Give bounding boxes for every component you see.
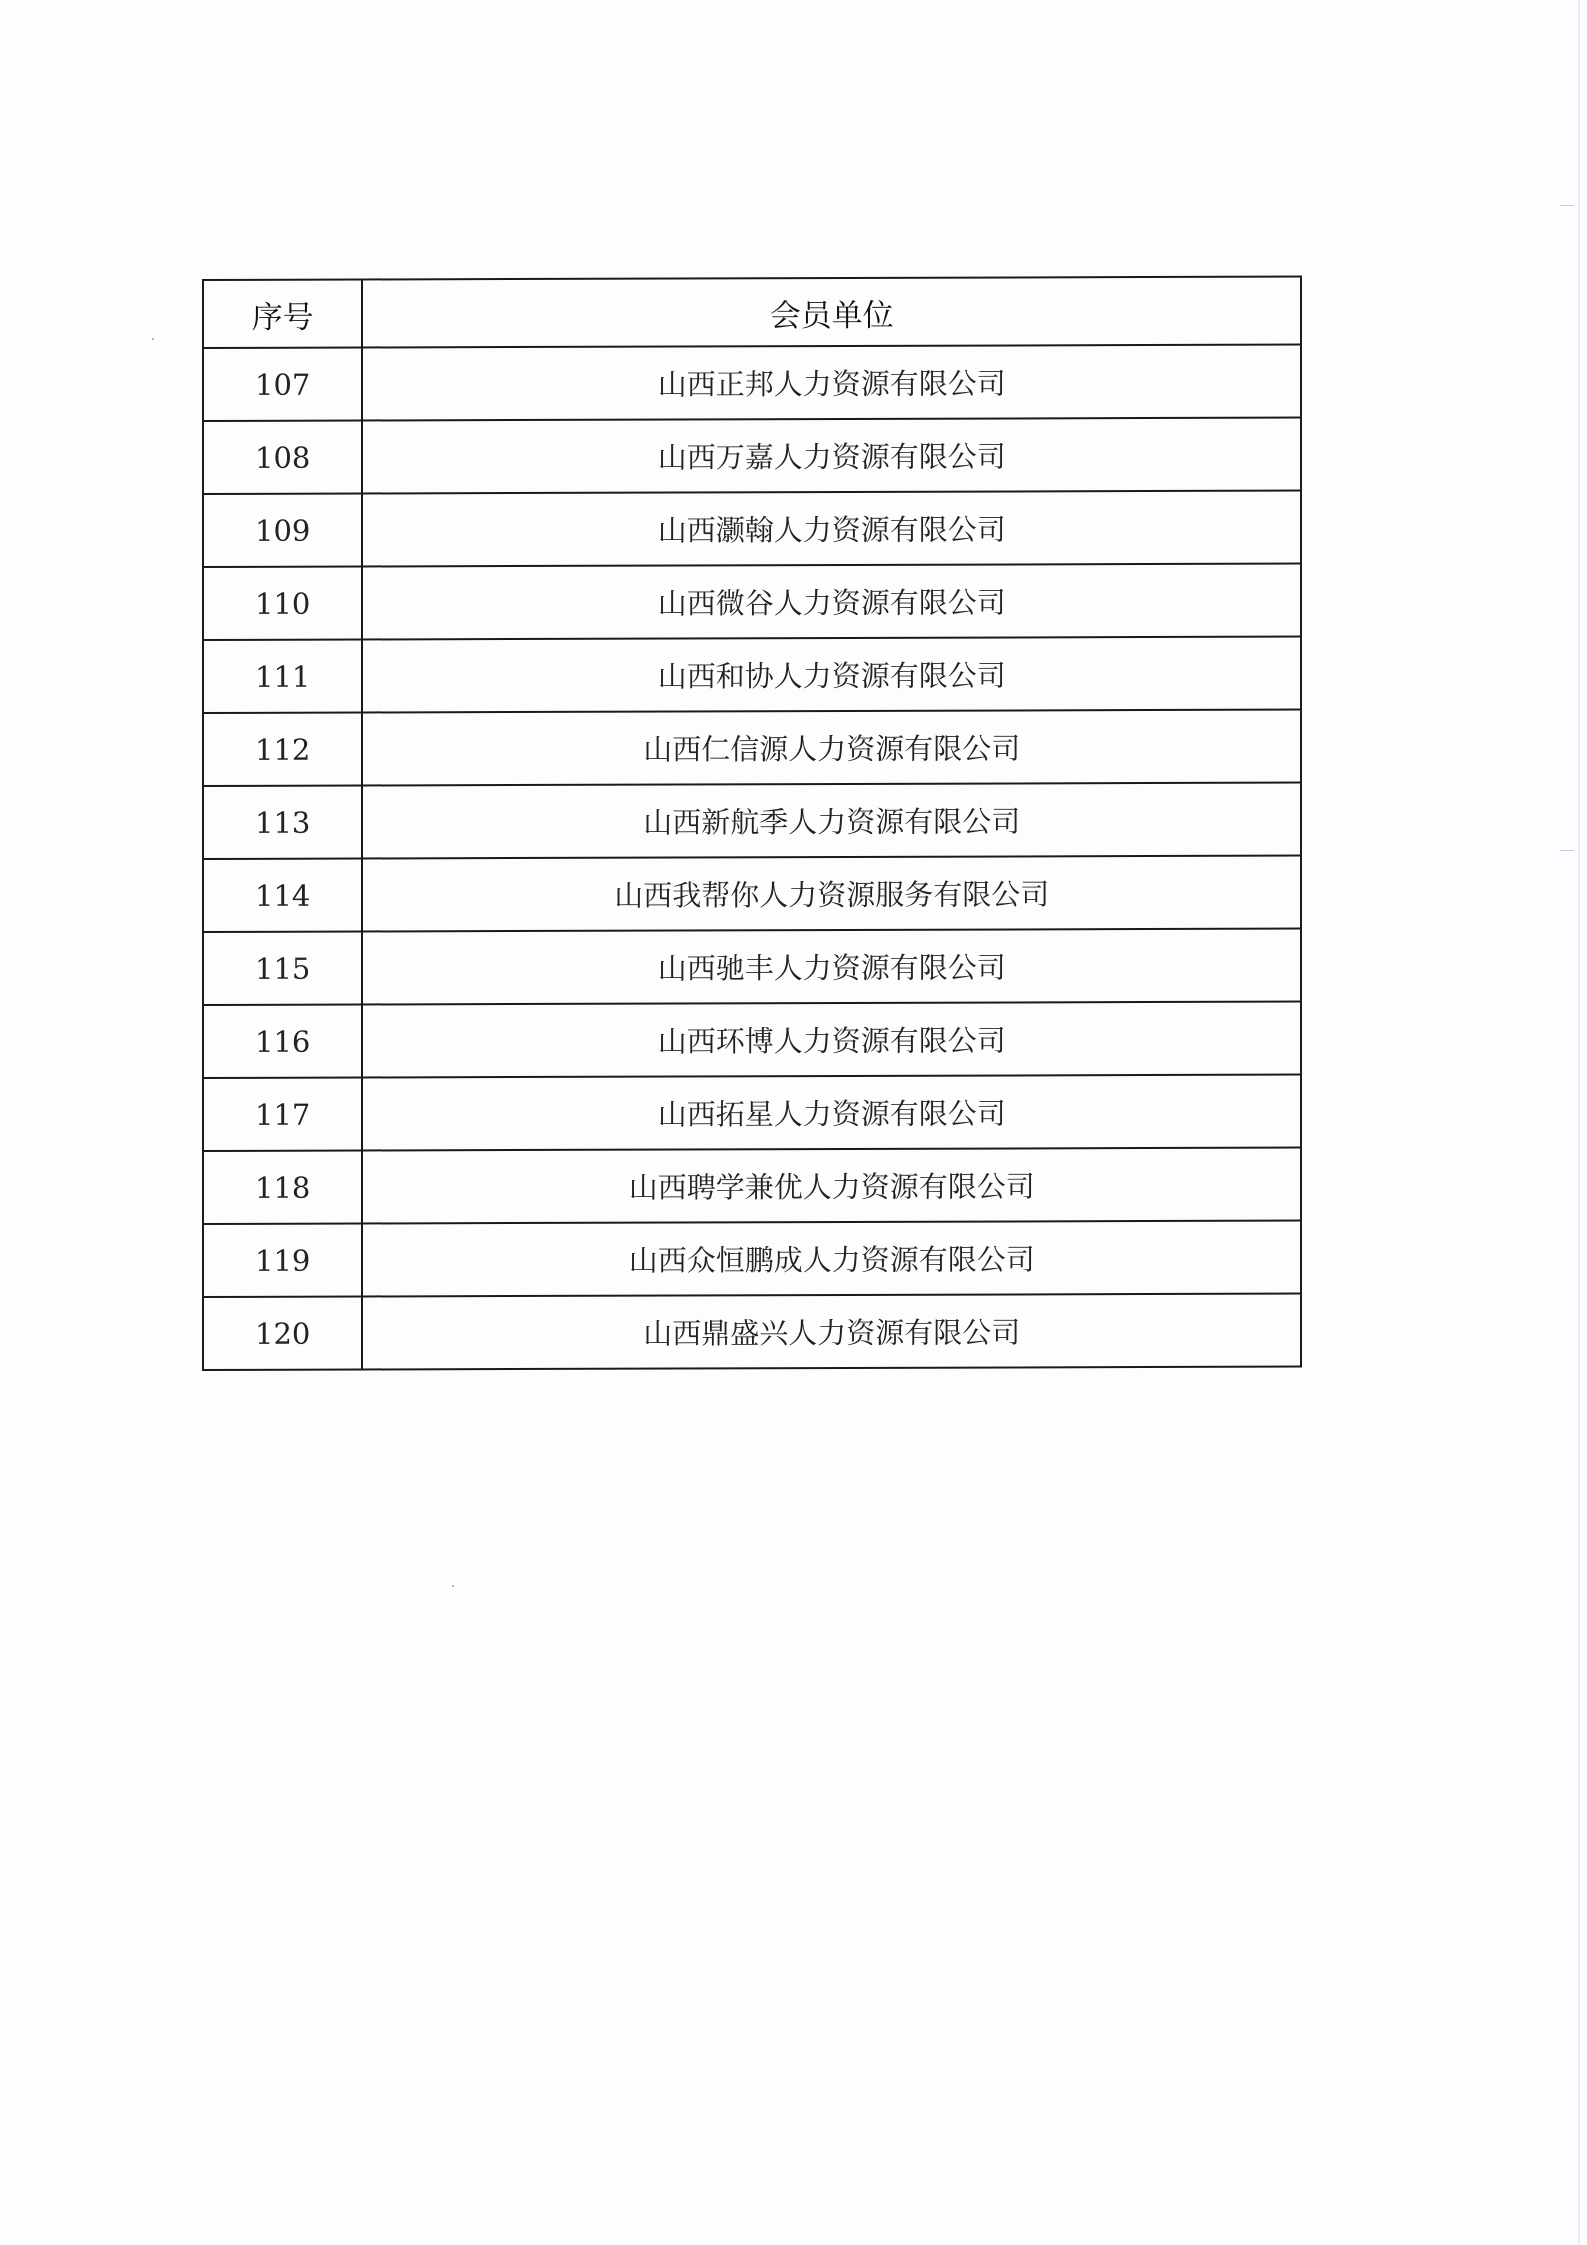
serial-number-cell: 107 <box>203 347 362 421</box>
member-unit-cell: 山西和协人力资源有限公司 <box>362 637 1301 713</box>
serial-number-cell: 118 <box>203 1150 362 1224</box>
table-row <box>203 856 1301 932</box>
serial-number-cell: 120 <box>203 1296 362 1370</box>
table-row <box>203 783 1301 859</box>
member-unit-cell: 山西万嘉人力资源有限公司 <box>362 418 1301 494</box>
table-row <box>203 929 1301 1005</box>
table-row <box>203 1075 1301 1151</box>
serial-number-cell: 108 <box>203 420 362 494</box>
serial-number-cell: 110 <box>203 566 362 640</box>
table-row <box>203 1294 1301 1370</box>
serial-number-cell: 114 <box>203 858 362 932</box>
scan-speck <box>452 1585 454 1587</box>
table-row <box>203 418 1301 494</box>
serial-number-cell: 119 <box>203 1223 362 1297</box>
member-unit-cell: 山西新航季人力资源有限公司 <box>362 783 1301 859</box>
serial-number-cell: 112 <box>203 712 362 786</box>
serial-number-cell: 117 <box>203 1077 362 1151</box>
serial-number-cell: 116 <box>203 1004 362 1078</box>
serial-number-cell: 109 <box>203 493 362 567</box>
member-unit-cell: 山西鼎盛兴人力资源有限公司 <box>362 1294 1301 1370</box>
member-unit-cell: 山西灏翰人力资源有限公司 <box>362 491 1301 567</box>
scan-edge-mark <box>1560 850 1574 851</box>
member-unit-cell: 山西驰丰人力资源有限公司 <box>362 929 1301 1005</box>
serial-number-cell: 111 <box>203 639 362 713</box>
member-unit-cell: 山西环博人力资源有限公司 <box>362 1002 1301 1078</box>
scan-speck <box>152 338 154 340</box>
member-unit-cell: 山西微谷人力资源有限公司 <box>362 564 1301 640</box>
table-header-row <box>203 277 1301 348</box>
scan-edge-line <box>1578 0 1580 2245</box>
table-row <box>203 637 1301 713</box>
member-unit-cell: 山西我帮你人力资源服务有限公司 <box>362 856 1301 932</box>
member-table <box>202 276 1302 1371</box>
table-row <box>203 1221 1301 1297</box>
table-row <box>203 345 1301 421</box>
member-unit-cell: 山西正邦人力资源有限公司 <box>362 345 1301 421</box>
table-row <box>203 564 1301 640</box>
member-unit-cell: 山西拓星人力资源有限公司 <box>362 1075 1301 1151</box>
header-member-unit: 会员单位 <box>362 277 1301 348</box>
table-row <box>203 491 1301 567</box>
serial-number-cell: 113 <box>203 785 362 859</box>
member-unit-cell: 山西仁信源人力资源有限公司 <box>362 710 1301 786</box>
scan-edge-mark <box>1560 205 1574 206</box>
member-unit-cell: 山西聘学兼优人力资源有限公司 <box>362 1148 1301 1224</box>
table-row <box>203 710 1301 786</box>
header-serial-number: 序号 <box>203 279 362 348</box>
serial-number-cell: 115 <box>203 931 362 1005</box>
table-row <box>203 1002 1301 1078</box>
member-unit-cell: 山西众恒鹏成人力资源有限公司 <box>362 1221 1301 1297</box>
table-row <box>203 1148 1301 1224</box>
